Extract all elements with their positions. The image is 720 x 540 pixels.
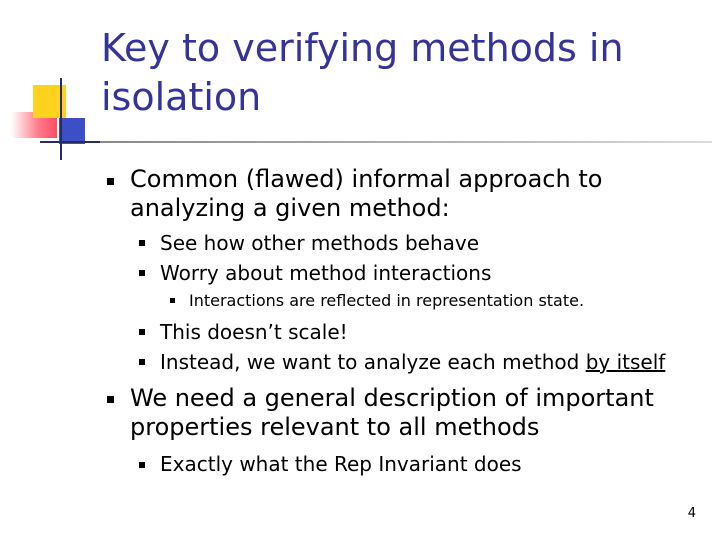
bullet-level2: This doesn’t scale! [160, 320, 348, 344]
bullet-level2 [160, 347, 700, 377]
bullet-level2: Exactly what the Rep Invariant does [160, 452, 522, 476]
bullet-level1: Common (flawed) informal approach to analyzing a given method: [130, 165, 603, 222]
bullet-level2: Worry about method interactions [160, 261, 492, 285]
bullet-marker-square-icon [107, 396, 114, 403]
bullet-level2: See how other methods behave [160, 231, 480, 255]
bullet-marker-square-icon [139, 270, 145, 276]
decorative-vertical-line [60, 78, 62, 160]
page-number: 4 [687, 506, 696, 521]
title-underline [100, 141, 712, 143]
bullet-marker-square-icon [139, 359, 145, 365]
bullet-text: Instead, we want to analyze each method [160, 350, 586, 374]
bullet-marker-square-icon [170, 298, 175, 303]
bullet-level3: Interactions are reflected in representation state. [189, 291, 585, 310]
bullet-marker-square-icon [139, 240, 145, 246]
bullet-level1: We need a general description of important properties relevant to all methods [130, 384, 654, 441]
bullet-marker-square-icon [139, 462, 145, 468]
bullet-marker-square-icon [139, 329, 145, 335]
bullet-marker-square-icon [107, 178, 114, 185]
slide-title: Key to verifying methods in isolation [101, 26, 624, 119]
emphasized-text: by itself [585, 350, 666, 374]
decorative-horizontal-line [40, 141, 100, 143]
